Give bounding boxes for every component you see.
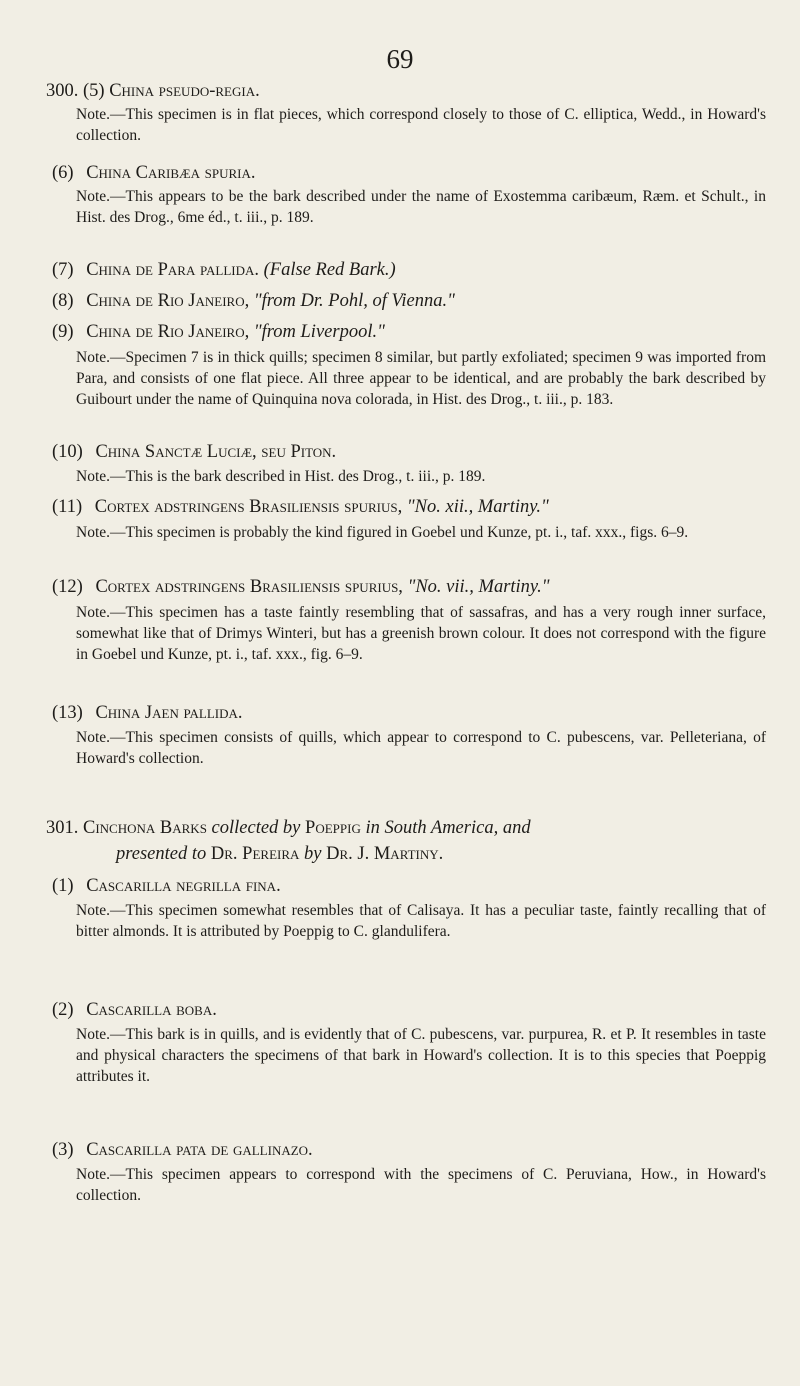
entry-number: 300. (5) (46, 81, 105, 101)
entry-number: (9) (52, 322, 74, 342)
entry-301-3-title (52, 1140, 772, 1161)
note-301-2 (76, 1024, 766, 1087)
entry-title: China Caribæa spuria. (86, 163, 256, 183)
note-301-3 (76, 1164, 766, 1206)
note-text: Note.—This is the bark described in Hist. des Drog., t. iii., p. 189. (76, 468, 486, 485)
entry-13-title (52, 703, 772, 724)
note-301-1 (76, 900, 766, 942)
entry-title: China de Rio Janeiro, (86, 322, 250, 342)
entry-title: Cortex adstringens Brasiliensis spurius, (94, 497, 403, 517)
entry-number: (7) (52, 260, 74, 280)
entry-subtitle: "No. vii., Martiny." (407, 577, 550, 597)
entry-subtitle: "No. xii., Martiny." (406, 497, 549, 517)
entry-title: Cortex adstringens Brasiliensis spurius, (95, 577, 403, 597)
entry-title: China de Rio Janeiro, (86, 291, 250, 311)
entry-number: (10) (52, 442, 83, 462)
note-11 (76, 522, 766, 543)
entry-subtitle: (False Red Bark.) (263, 260, 396, 280)
entry-title: Cascarilla boba. (86, 1000, 217, 1020)
entry-number: (3) (52, 1140, 74, 1160)
note-text: Note.—This specimen consists of quills, which appear to correspond to C. pubescens, var. Pelleteriana, of Howard's collection. (76, 729, 766, 767)
entry-9-title (52, 322, 772, 343)
note-9 (76, 347, 766, 410)
entry-6-title (52, 163, 772, 184)
note-300-5 (76, 104, 766, 146)
entry-7-title (52, 260, 772, 281)
note-text: Note.—This bark is in quills, and is evidently that of C. pubescens, var. purpurea, R. et P. It resembles in taste and physical characters the specimens of that bark in Howard's collection. It is to this species that Poeppig attributes it. (76, 1026, 766, 1085)
entry-title: China Sanctæ Luciæ, seu Piton. (95, 442, 337, 462)
entry-10-title (52, 442, 772, 463)
entry-number: (6) (52, 163, 74, 183)
heading-part: presented to (116, 844, 207, 864)
entry-300-5-title (46, 81, 766, 102)
heading-part: collected by (211, 818, 301, 838)
entry-number: 301. (46, 818, 79, 838)
heading-part: Poeppig (305, 818, 361, 838)
entry-title: Cascarilla negrilla fina. (86, 876, 281, 896)
note-text: Note.—This specimen is in flat pieces, which correspond closely to those of C. elliptica, Wedd., in Howard's collection. (76, 106, 766, 144)
heading-part: in South America, and (365, 818, 531, 838)
entry-number: (2) (52, 1000, 74, 1020)
note-10 (76, 466, 766, 487)
entry-8-title (52, 291, 772, 312)
entry-11-title (52, 497, 772, 518)
note-text: Note.—This specimen has a taste faintly resembling that of sassafras, and has a very rough inner surface, somewhat like that of Drimys Winteri, but has a greenish brown colour. It does not correspond with the figure in Goebel und Kunze, pt. i., taf. xxx., fig. 6–9. (76, 604, 766, 663)
entry-number: (12) (52, 577, 83, 597)
heading-part: by (304, 844, 322, 864)
page-number: 69 (386, 44, 414, 74)
heading-part: Dr. Pereira (210, 844, 300, 864)
entry-title: Cascarilla pata de gallinazo. (86, 1140, 313, 1160)
note-13 (76, 727, 766, 769)
note-6 (76, 186, 766, 228)
entry-301-1-title (52, 876, 772, 897)
note-text: Note.—This specimen somewhat resembles that of Calisaya. It has a peculiar taste, faintly recalling that of bitter almonds. It is attributed by Poeppig to C. glandulifera. (76, 902, 766, 940)
entry-12-title (52, 577, 772, 598)
entry-number: (13) (52, 703, 83, 723)
entry-subtitle: "from Dr. Pohl, of Vienna." (253, 291, 455, 311)
entry-number: (1) (52, 876, 74, 896)
heading-part: Cinchona Barks (83, 818, 207, 838)
entry-title: China de Para pallida. (86, 260, 260, 280)
note-text: Note.—This appears to be the bark described under the name of Exostemma caribæum, Ræm. et Schult., in Hist. des Drog., 6me éd., t. iii., p. 189. (76, 188, 766, 226)
section-301-heading (46, 815, 766, 867)
entry-title: China Jaen pallida. (95, 703, 243, 723)
note-12 (76, 602, 766, 665)
note-text: Note.—This specimen appears to correspond with the specimens of C. Peruviana, How., in Howard's collection. (76, 1166, 766, 1204)
note-text: Note.—Specimen 7 is in thick quills; specimen 8 similar, but partly exfoliated; specimen 9 was imported from Para, and consists of one flat piece. All three appear to be identical, and are probably the bark described by Guibourt under the name of Quinquina nova colorada, in Hist. des Drog., t. iii., p. 183. (76, 349, 766, 408)
entry-number: (8) (52, 291, 74, 311)
entry-number: (11) (52, 497, 83, 517)
heading-part: Dr. J. Martiny. (326, 844, 444, 864)
entry-301-2-title (52, 1000, 772, 1021)
entry-subtitle: "from Liverpool." (253, 322, 385, 342)
note-text: Note.—This specimen is probably the kind figured in Goebel und Kunze, pt. i., taf. xxx., figs. 6–9. (76, 524, 689, 541)
entry-title: China pseudo-regia. (109, 81, 260, 101)
